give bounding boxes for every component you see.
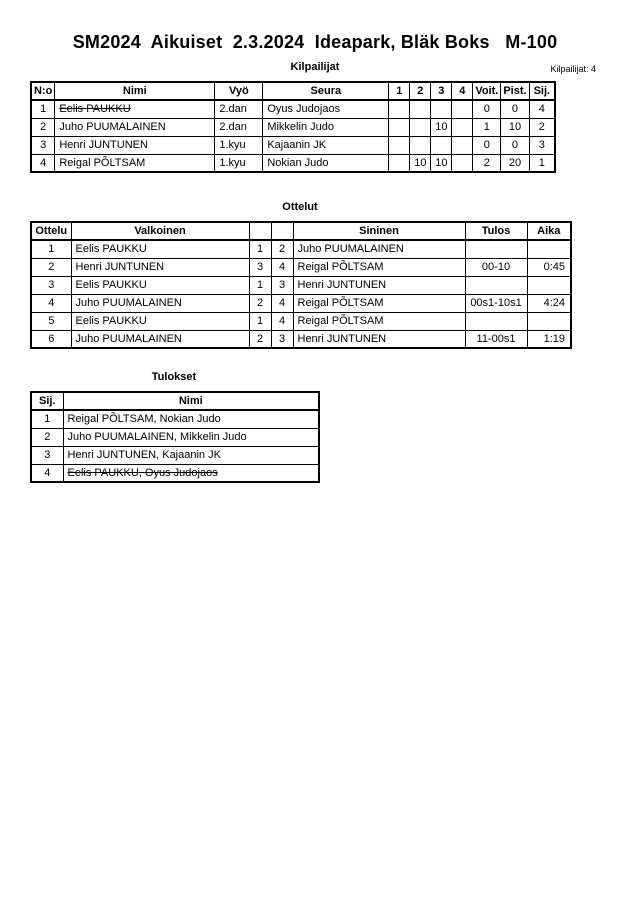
cell-no: 2	[31, 118, 55, 136]
col-header: Aika	[527, 222, 571, 240]
cell-match-no: 5	[31, 312, 71, 330]
cell-white-no: 2	[249, 330, 271, 348]
cell-voit: 2	[473, 154, 501, 172]
cell-sininen: Reigal PÕLTSAM	[293, 294, 465, 312]
col-header: Valkoinen	[71, 222, 249, 240]
col-header: Nimi	[63, 392, 319, 410]
table-row	[31, 154, 555, 172]
cell-sininen: Reigal PÕLTSAM	[293, 312, 465, 330]
cell-voit: 0	[473, 136, 501, 154]
cell-nimi: Henri JUNTUNEN	[55, 136, 215, 154]
kilpailijat-header	[31, 82, 555, 100]
cell-seura: Oyus Judojaos	[263, 100, 389, 118]
cell-sij: 3	[31, 446, 63, 464]
cell-nimi: Reigal PÕLTSAM	[55, 154, 215, 172]
cell-pist: 20	[501, 154, 529, 172]
cell-tulos	[465, 276, 527, 294]
cell-round	[410, 136, 431, 154]
table-row	[31, 258, 571, 276]
cell-tulos	[465, 312, 527, 330]
cell-blue-no: 4	[271, 294, 293, 312]
cell-white-no: 1	[249, 276, 271, 294]
cell-blue-no: 4	[271, 258, 293, 276]
cell-valkoinen: Juho PUUMALAINEN	[71, 330, 249, 348]
cell-nimi: Juho PUUMALAINEN, Mikkelin Judo	[63, 428, 319, 446]
cell-white-no: 2	[249, 294, 271, 312]
cell-round	[431, 100, 452, 118]
cell-voit: 0	[473, 100, 501, 118]
cell-aika	[527, 240, 571, 258]
cell-round	[452, 136, 473, 154]
ottelut-table	[30, 221, 572, 349]
cell-sij: 1	[31, 410, 63, 428]
cell-match-no: 2	[31, 258, 71, 276]
cell-round	[389, 136, 410, 154]
cell-tulos: 00-10	[465, 258, 527, 276]
cell-round	[452, 154, 473, 172]
table-row	[31, 330, 571, 348]
cell-blue-no: 3	[271, 330, 293, 348]
cell-sij: 4	[31, 464, 63, 482]
cell-valkoinen: Eelis PAUKKU	[71, 312, 249, 330]
cell-sij: 2	[529, 118, 555, 136]
cell-vyo: 2.dan	[215, 100, 263, 118]
cell-valkoinen: Eelis PAUKKU	[71, 276, 249, 294]
cell-no: 3	[31, 136, 55, 154]
cell-round: 10	[431, 154, 452, 172]
competitors-count: Kilpailijat: 4	[550, 64, 596, 74]
cell-tulos	[465, 240, 527, 258]
cell-sininen: Juho PUUMALAINEN	[293, 240, 465, 258]
col-header: Nimi	[55, 82, 215, 100]
cell-pist: 10	[501, 118, 529, 136]
table-row	[31, 428, 319, 446]
cell-nimi: Juho PUUMALAINEN	[55, 118, 215, 136]
cell-blue-no: 3	[271, 276, 293, 294]
cell-pist: 0	[501, 136, 529, 154]
col-header: 4	[452, 82, 473, 100]
cell-aika: 0:45	[527, 258, 571, 276]
kilpailijat-table	[30, 81, 556, 173]
col-header	[249, 222, 271, 240]
cell-no: 1	[31, 100, 55, 118]
table-row	[31, 136, 555, 154]
kilpailijat-heading: Kilpailijat	[290, 61, 340, 73]
cell-match-no: 4	[31, 294, 71, 312]
cell-round	[389, 100, 410, 118]
cell-valkoinen: Henri JUNTUNEN	[71, 258, 249, 276]
cell-vyo: 2.dan	[215, 118, 263, 136]
tulokset-table	[30, 391, 320, 483]
cell-blue-no: 4	[271, 312, 293, 330]
cell-seura: Mikkelin Judo	[263, 118, 389, 136]
table-row	[31, 276, 571, 294]
results-page	[0, 32, 630, 483]
table-row	[31, 410, 319, 428]
cell-white-no: 1	[249, 312, 271, 330]
cell-sij: 2	[31, 428, 63, 446]
ottelut-header	[31, 222, 571, 240]
col-header	[271, 222, 293, 240]
page-title: SM2024 Aikuiset 2.3.2024 Ideapark, Bläk Boks M-100	[72, 32, 558, 52]
cell-nimi: Eelis PAUKKU	[55, 100, 215, 118]
cell-sininen: Henri JUNTUNEN	[293, 330, 465, 348]
cell-aika: 1:19	[527, 330, 571, 348]
tulokset-heading: Tulokset	[151, 371, 197, 383]
col-header: Tulos	[465, 222, 527, 240]
cell-sij: 1	[529, 154, 555, 172]
cell-round	[389, 154, 410, 172]
cell-valkoinen: Juho PUUMALAINEN	[71, 294, 249, 312]
table-row	[31, 100, 555, 118]
cell-round	[452, 100, 473, 118]
col-header: Vyö	[215, 82, 263, 100]
cell-nimi: Henri JUNTUNEN, Kajaanin JK	[63, 446, 319, 464]
cell-match-no: 3	[31, 276, 71, 294]
cell-white-no: 3	[249, 258, 271, 276]
cell-nimi: Reigal PÕLTSAM, Nokian Judo	[63, 410, 319, 428]
cell-tulos: 11-00s1	[465, 330, 527, 348]
cell-round: 10	[431, 118, 452, 136]
col-header: Voit.	[473, 82, 501, 100]
cell-sij: 3	[529, 136, 555, 154]
col-header: 2	[410, 82, 431, 100]
cell-voit: 1	[473, 118, 501, 136]
cell-round: 10	[410, 154, 431, 172]
col-header: 3	[431, 82, 452, 100]
cell-blue-no: 2	[271, 240, 293, 258]
cell-pist: 0	[501, 100, 529, 118]
cell-sininen: Reigal PÕLTSAM	[293, 258, 465, 276]
cell-round	[431, 136, 452, 154]
cell-seura: Kajaanin JK	[263, 136, 389, 154]
tulokset-header	[31, 392, 319, 410]
table-row	[31, 118, 555, 136]
col-header: Pist.	[501, 82, 529, 100]
cell-nimi: Eelis PAUKKU, Oyus Judojaos	[63, 464, 319, 482]
cell-round	[410, 100, 431, 118]
table-row	[31, 464, 319, 482]
table-row	[31, 294, 571, 312]
ottelut-heading: Ottelut	[282, 201, 318, 213]
cell-white-no: 1	[249, 240, 271, 258]
cell-round	[452, 118, 473, 136]
cell-aika: 4:24	[527, 294, 571, 312]
cell-match-no: 6	[31, 330, 71, 348]
col-header: Sininen	[293, 222, 465, 240]
cell-no: 4	[31, 154, 55, 172]
table-row	[31, 446, 319, 464]
col-header: N:o	[31, 82, 55, 100]
cell-sininen: Henri JUNTUNEN	[293, 276, 465, 294]
cell-round	[389, 118, 410, 136]
col-header: Sij.	[31, 392, 63, 410]
cell-tulos: 00s1-10s1	[465, 294, 527, 312]
cell-valkoinen: Eelis PAUKKU	[71, 240, 249, 258]
col-header: Sij.	[529, 82, 555, 100]
cell-vyo: 1.kyu	[215, 136, 263, 154]
col-header: Ottelu	[31, 222, 71, 240]
cell-aika	[527, 312, 571, 330]
table-row	[31, 312, 571, 330]
col-header: Seura	[263, 82, 389, 100]
table-row	[31, 240, 571, 258]
cell-vyo: 1.kyu	[215, 154, 263, 172]
cell-round	[410, 118, 431, 136]
cell-match-no: 1	[31, 240, 71, 258]
col-header: 1	[389, 82, 410, 100]
cell-seura: Nokian Judo	[263, 154, 389, 172]
kilpailijat-header-row	[0, 61, 630, 77]
cell-sij: 4	[529, 100, 555, 118]
cell-aika	[527, 276, 571, 294]
